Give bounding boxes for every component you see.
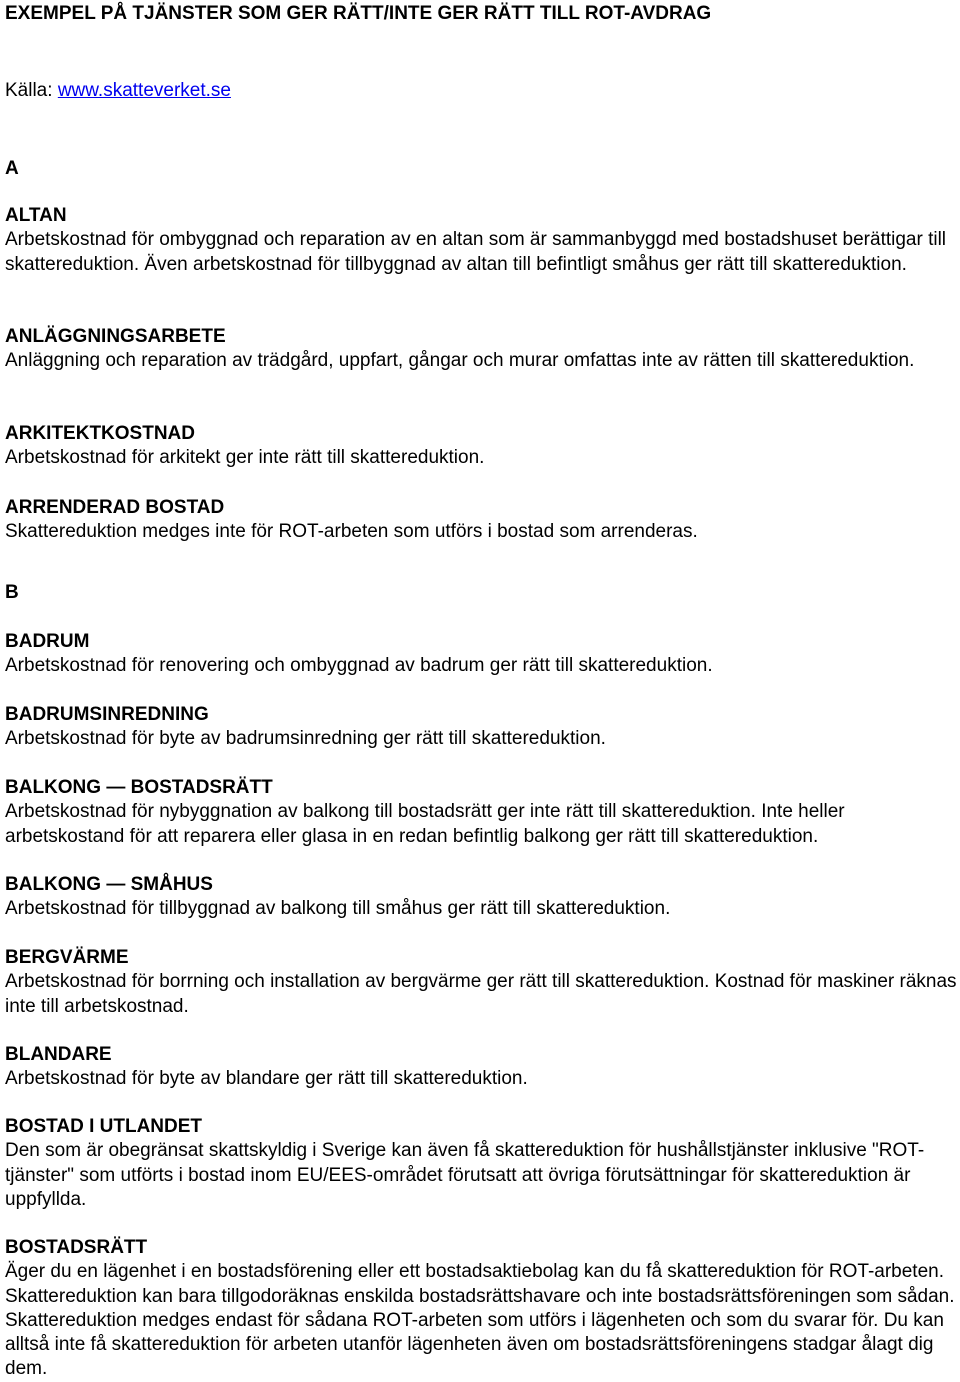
section-letter-b: B (5, 582, 19, 603)
entry-text: Arbetskostnad för byte av badrumsinredning ger rätt till skattereduktion. (5, 728, 606, 750)
entry-heading: BADRUMSINREDNING (5, 704, 209, 725)
entry-heading: ALTAN (5, 205, 67, 226)
entry-blandare (5, 1043, 960, 1092)
entry-heading: ANLÄGGNINGSARBETE (5, 326, 226, 347)
entry-text: Anläggning och reparation av trädgård, uppfart, gångar och murar omfattas inte av rätten till skattereduktion. (5, 350, 915, 372)
entry-balkong-bostadsratt (5, 776, 960, 849)
entry-text: Arbetskostnad för nybyggnation av balkong till bostadsrätt ger inte rätt till skattereduktion. Inte heller arbetskostand för att reparera eller glasa in en redan befintlig balkong ger rätt till skattereduktion. (5, 801, 845, 847)
entry-heading: BERGVÄRME (5, 947, 129, 968)
entry-heading: BADRUM (5, 631, 90, 652)
entry-text: Den som är obegränsat skattskyldig i Sverige kan även få skattereduktion för hushållstjänster inklusive "ROT-tjänster" som utförts i bostad inom EU/EES-området förutsatt att övriga förutsättningar för skattereduktion är uppfyllda. (5, 1140, 925, 1210)
entry-heading: BOSTADSRÄTT (5, 1237, 148, 1258)
entry-anlaggningsarbete (5, 325, 960, 374)
entry-altan (5, 204, 960, 277)
entry-arkitektkostnad (5, 422, 960, 471)
entry-badrum (5, 630, 960, 679)
entry-text: Arbetskostnad för byte av blandare ger rätt till skattereduktion. (5, 1068, 528, 1090)
entry-balkong-smahus (5, 873, 960, 922)
entry-text: Arbetskostnad för renovering och ombyggnad av badrum ger rätt till skattereduktion. (5, 655, 713, 677)
source-label: Källa: (5, 80, 53, 101)
entry-badrumsinredning (5, 703, 960, 752)
entry-arrenderad-bostad (5, 496, 960, 545)
entry-text: Arbetskostnad för arkitekt ger inte rätt till skattereduktion. (5, 447, 485, 469)
source-link[interactable]: www.skatteverket.se (57, 80, 231, 101)
entry-text: Arbetskostnad för ombyggnad och reparation av en altan som är sammanbyggd med bostadshuset berättigar till skattereduktion. Även arbetskostnad för tillbyggnad av altan till befintligt småhus ger rätt till skattereduktion. (5, 229, 947, 275)
entry-heading: BOSTAD I UTLANDET (5, 1116, 203, 1137)
entry-text: Skattereduktion medges inte för ROT-arbeten som utförs i bostad som arrenderas. (5, 521, 698, 543)
entry-heading: BALKONG — BOSTADSRÄTT (5, 777, 273, 798)
document-page (5, 2, 960, 1380)
entry-heading: ARRENDERAD BOSTAD (5, 497, 225, 518)
entry-heading: BALKONG — SMÅHUS (5, 874, 213, 895)
entry-text: Äger du en lägenhet i en bostadsförening eller ett bostadsaktiebolag kan du få skattereduktion för ROT-arbeten. Skattereduktion kan bara tillgodoräknas enskilda bostadsrättshavare och inte bostadsrättsföreningen som sådan. Skattereduktion medges endast för sådana ROT-arbeten som utförs i lägenheten och som du svarar för. Du kan alltså inte få skattereduktion för arbeten utanför lägenheten även om bostadsrättsföreningens stadgar ålagt dig dem. (5, 1261, 955, 1380)
entry-text: Arbetskostnad för borrning och installation av bergvärme ger rätt till skattereduktion. Kostnad för maskiner räknas inte till arbetskostnad. (5, 971, 957, 1017)
entry-bostad-i-utlandet (5, 1115, 960, 1212)
entry-text: Arbetskostnad för tillbyggnad av balkong till småhus ger rätt till skattereduktion. (5, 898, 671, 920)
document-title: EXEMPEL PÅ TJÄNSTER SOM GER RÄTT/INTE GER RÄTT TILL ROT-AVDRAG (5, 3, 712, 24)
section-letter-a: A (5, 158, 19, 179)
entry-bergvarme (5, 946, 960, 1019)
entry-heading: ARKITEKTKOSTNAD (5, 423, 195, 444)
entry-bostadsratt (5, 1236, 960, 1382)
entry-heading: BLANDARE (5, 1044, 112, 1065)
source-line (5, 79, 231, 103)
